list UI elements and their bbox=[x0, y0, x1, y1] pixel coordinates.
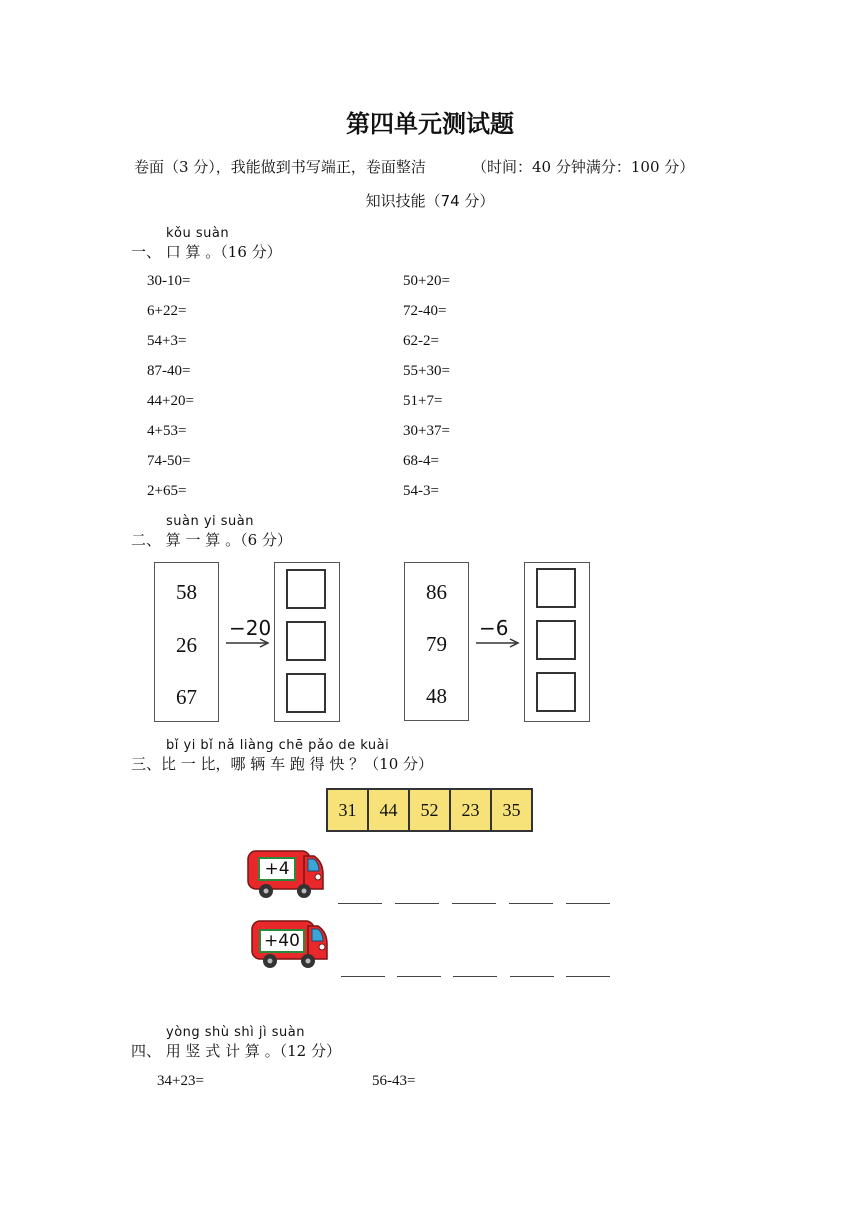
problem: 50+20= bbox=[403, 273, 450, 289]
number-cell: 44 bbox=[369, 790, 408, 830]
operation-label: −20 bbox=[229, 616, 272, 640]
answer-blank[interactable] bbox=[566, 976, 610, 977]
input-number: 86 bbox=[426, 580, 447, 604]
time-info: （时间：40 分钟满分：100 分） bbox=[472, 158, 695, 176]
answer-blank[interactable] bbox=[509, 903, 553, 904]
truck-icon bbox=[246, 848, 326, 900]
problem: 4+53= bbox=[147, 423, 187, 439]
input-number-column bbox=[404, 562, 469, 721]
problem: 68-4= bbox=[403, 453, 439, 469]
problem: 74-50= bbox=[147, 453, 191, 469]
number-strip bbox=[326, 788, 533, 832]
problem: 62-2= bbox=[403, 333, 439, 349]
truck-label: +40 bbox=[259, 929, 305, 953]
subtitle: 卷面（3 分），我能做到书写端正，卷面整洁 bbox=[134, 158, 426, 176]
problem: 55+30= bbox=[403, 363, 450, 379]
answer-blank[interactable] bbox=[397, 976, 441, 977]
input-number: 58 bbox=[176, 580, 197, 604]
answer-box[interactable] bbox=[536, 568, 576, 608]
problem: 54-3= bbox=[403, 483, 439, 499]
problem: 87-40= bbox=[147, 363, 191, 379]
arrow-right-icon bbox=[474, 636, 522, 650]
answer-blank[interactable] bbox=[453, 976, 497, 977]
problem: 30-10= bbox=[147, 273, 191, 289]
operation-label: −6 bbox=[479, 616, 509, 640]
problem: 30+37= bbox=[403, 423, 450, 439]
section3-heading: 三、比 一 比，哪 辆 车 跑 得 快 ？（10 分） bbox=[131, 755, 434, 773]
answer-box[interactable] bbox=[286, 569, 326, 609]
answer-blank[interactable] bbox=[452, 903, 496, 904]
answer-blank[interactable] bbox=[338, 903, 382, 904]
answer-column bbox=[274, 562, 340, 722]
section1-heading: 一、 口 算 。（16 分） bbox=[131, 243, 282, 261]
number-cell: 52 bbox=[410, 790, 449, 830]
problem: 51+7= bbox=[403, 393, 443, 409]
answer-blank[interactable] bbox=[510, 976, 554, 977]
problem: 44+20= bbox=[147, 393, 194, 409]
problem: 72-40= bbox=[403, 303, 447, 319]
section2-pinyin: suàn yi suàn bbox=[166, 514, 255, 529]
problem: 56-43= bbox=[372, 1073, 416, 1089]
truck-label: +4 bbox=[258, 857, 296, 881]
arrow-right-icon bbox=[224, 636, 272, 650]
truck-icon bbox=[250, 918, 330, 970]
input-number: 67 bbox=[176, 685, 197, 709]
answer-box[interactable] bbox=[286, 673, 326, 713]
section4-pinyin: yòng shù shì jì suàn bbox=[166, 1025, 305, 1040]
section3-pinyin: bǐ yi bǐ nǎ liàng chē pǎo de kuài bbox=[166, 738, 390, 753]
number-cell: 35 bbox=[492, 790, 531, 830]
problem: 54+3= bbox=[147, 333, 187, 349]
number-cell: 23 bbox=[451, 790, 490, 830]
answer-box[interactable] bbox=[536, 620, 576, 660]
answer-box[interactable] bbox=[536, 672, 576, 712]
input-number: 26 bbox=[176, 633, 197, 657]
input-number-column bbox=[154, 562, 219, 722]
input-number: 79 bbox=[426, 632, 447, 656]
section1-pinyin: kǒu suàn bbox=[166, 226, 230, 241]
page-title: 第四单元测试题 bbox=[346, 110, 514, 138]
problem: 34+23= bbox=[157, 1073, 204, 1089]
answer-column bbox=[524, 562, 590, 722]
problem: 2+65= bbox=[147, 483, 187, 499]
knowledge-section-label: 知识技能（74 分） bbox=[365, 192, 495, 210]
input-number: 48 bbox=[426, 684, 447, 708]
answer-blank[interactable] bbox=[395, 903, 439, 904]
answer-box[interactable] bbox=[286, 621, 326, 661]
answer-blank[interactable] bbox=[566, 903, 610, 904]
answer-blank[interactable] bbox=[341, 976, 385, 977]
section4-heading: 四、 用 竖 式 计 算 。（12 分） bbox=[131, 1042, 341, 1060]
section2-heading: 二、 算 一 算 。（6 分） bbox=[131, 531, 292, 549]
problem: 6+22= bbox=[147, 303, 187, 319]
number-cell: 31 bbox=[328, 790, 367, 830]
